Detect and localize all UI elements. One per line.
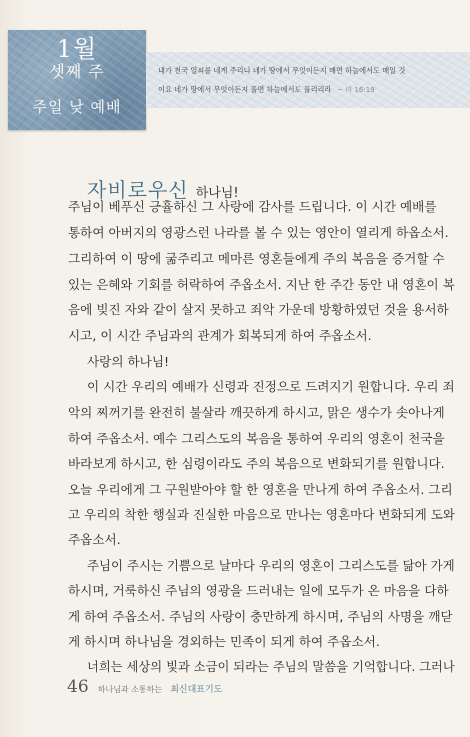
title-block xyxy=(8,30,146,130)
book-title: 최신대표기도 xyxy=(170,685,223,695)
body-line-17: 게 하여 주옵소서. 주님의 사랑이 충만하게 하시며, 주님의 사명을 깨닫 xyxy=(68,609,453,624)
body-line-7: 사랑의 하나님! xyxy=(87,354,170,369)
body-line-1: 주님이 베푸신 긍휼하신 그 사랑에 감사를 드립니다. 이 시간 예배를 xyxy=(68,199,437,214)
verse-line-2-text: 이요 네가 땅에서 무엇이든지 풀면 하늘에서도 풀리리라 xyxy=(158,85,332,94)
body-line-16: 하시며, 거룩하신 주님의 영광을 드러내는 일에 모두가 온 마음을 다하 xyxy=(68,583,449,598)
body-line-10: 하여 주옵소서. 예수 그리스도의 복음을 통하여 우리의 영혼이 천국을 xyxy=(68,431,445,446)
body-line-18: 게 하시며 하나님을 경외하는 민족이 되게 하여 주옵소서. xyxy=(68,634,380,649)
body-line-6: 시고, 이 시간 주님과의 관계가 회복되게 하여 주옵소서. xyxy=(68,328,372,343)
body-line-9: 악의 찌꺼기를 완전히 불살라 깨끗하게 하시고, 맑은 생수가 솟아나게 xyxy=(68,405,445,420)
body-line-2: 통하여 아버지의 영광스런 나라를 볼 수 있는 영안이 열리게 하옵소서. xyxy=(68,225,449,240)
page-number: 46 xyxy=(67,677,89,697)
page-header xyxy=(0,30,470,130)
body-line-11: 바라보게 하시고, 한 심령이라도 주의 복음으로 변화되기를 원합니다. xyxy=(68,456,445,471)
body-line-5: 음에 빚진 자와 같이 살지 못하고 죄악 가운데 방황하였던 것을 용서하 xyxy=(68,302,449,317)
verse-line-1: 내가 천국 열쇠를 네게 주리니 네가 땅에서 무엇이든지 매면 하늘에서도 매일 것 xyxy=(158,66,406,75)
body-line-13: 고 우리의 착한 행실과 진실한 마음으로 만나는 영혼마다 변화되게 도와 xyxy=(68,507,455,522)
body-line-19: 너희는 세상의 빛과 소금이 되라는 주님의 말씀을 기억합니다. 그러나 xyxy=(87,660,455,674)
scripture-verse-block xyxy=(146,52,470,108)
greeting-emphasis: 자비로우신 xyxy=(87,178,189,202)
book-title-prefix: 하나님과 소통하는 xyxy=(97,685,163,694)
greeting-address: 하나님! xyxy=(195,186,239,201)
verse-line-2 xyxy=(158,85,375,95)
body-line-14: 주옵소서. xyxy=(68,532,121,547)
month-title: 1월 xyxy=(56,35,98,63)
body-line-4: 있는 은혜와 기회를 허락하여 주옵소서. 지난 한 주간 동안 내 영혼이 복 xyxy=(68,277,455,292)
verse-reference: ~ 마 16:19 xyxy=(337,86,375,94)
body-line-15: 주님이 주시는 기쁨으로 날마다 우리의 영혼이 그리스도를 닮아 가게 xyxy=(87,558,455,573)
body-line-12: 오늘 우리에게 그 구원받아야 할 한 영혼을 만나게 하여 주옵소서. 그리 xyxy=(68,482,453,497)
page-footer xyxy=(67,677,222,697)
service-title: 주일 낮 예배 xyxy=(32,98,122,116)
week-title: 셋째 주 xyxy=(49,62,105,81)
body-line-3: 그리하여 이 땅에 굶주리고 메마른 영혼들에게 주의 복음을 증거할 수 xyxy=(68,251,445,266)
body-line-8: 이 시간 우리의 예배가 신령과 진정으로 드려지기 원합니다. 우리 죄 xyxy=(87,379,455,394)
